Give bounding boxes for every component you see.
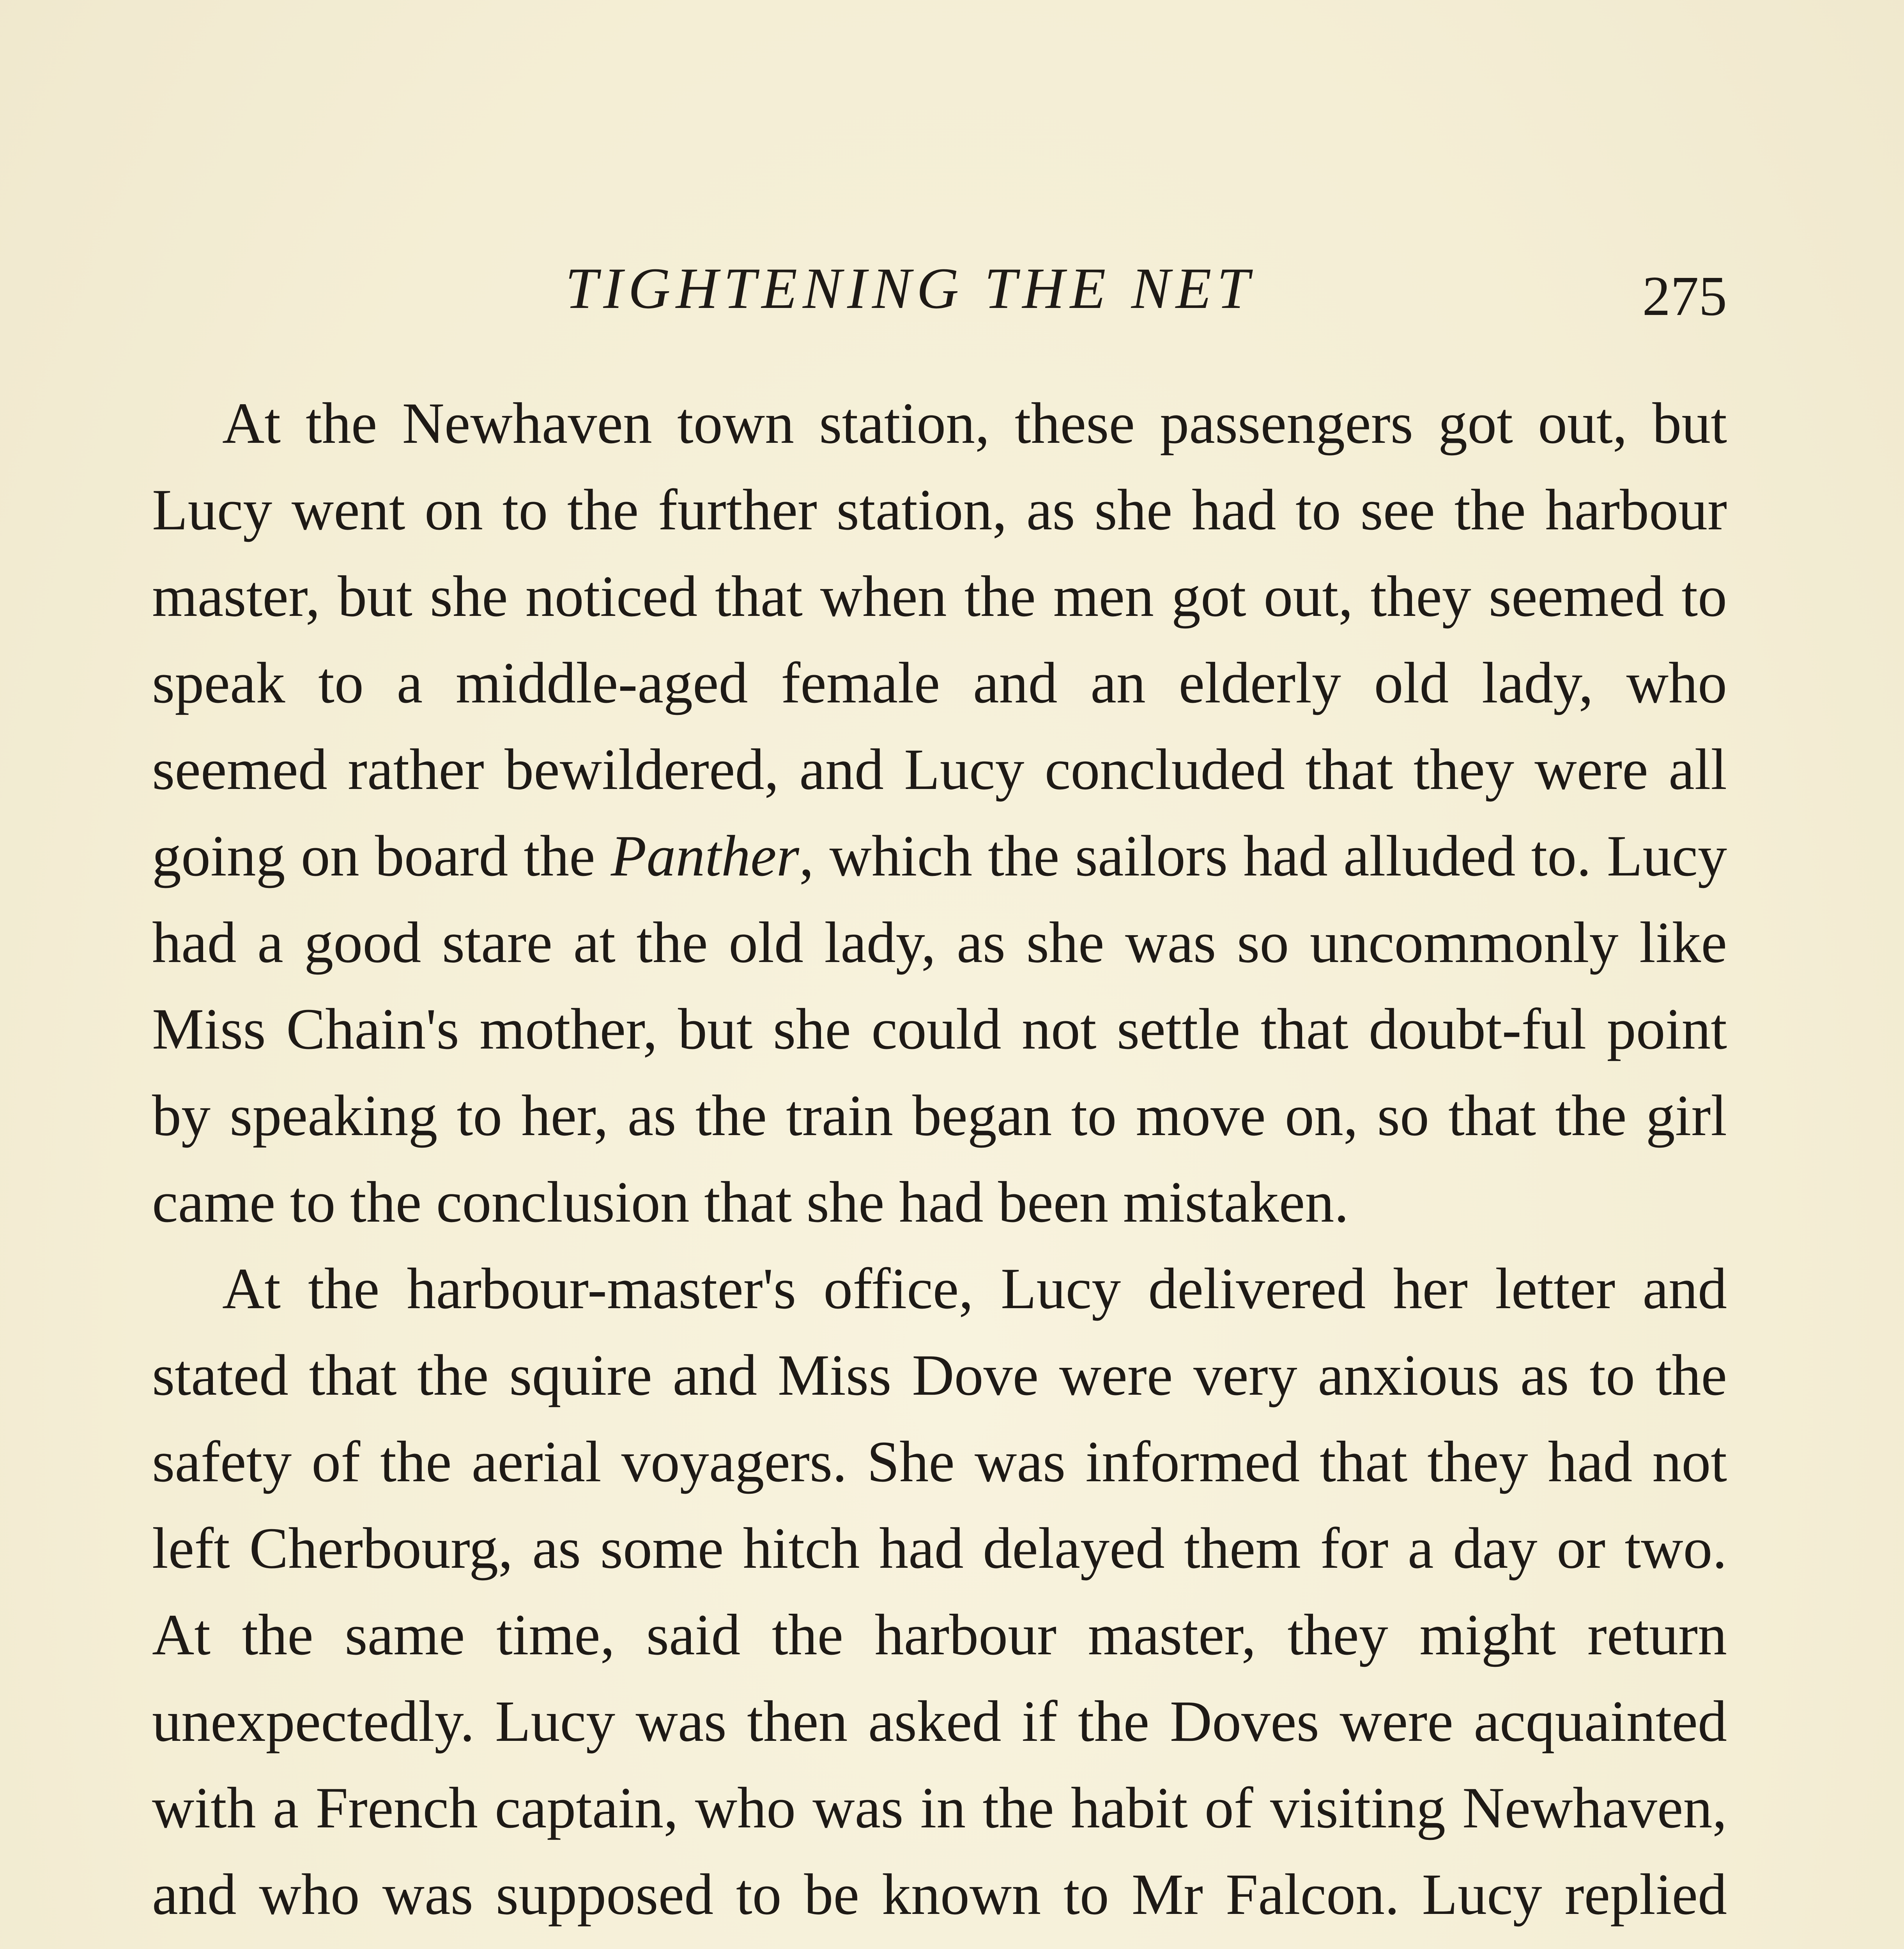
text-line: got out, but Lucy went on to the further station, as bbox=[152, 391, 1727, 542]
text-line: might return unexpectedly. Lucy was then asked if bbox=[152, 1602, 1727, 1754]
text-line: who was in the habit of visiting Newhaven, and who bbox=[152, 1776, 1727, 1927]
text-line: She was informed that they had not left Cherbourg, bbox=[152, 1429, 1727, 1581]
text-line: At the Newhaven town station, these passengers bbox=[222, 391, 1414, 456]
text-line: as some hitch had delayed them for a day or two. bbox=[532, 1516, 1727, 1581]
text-line: was supposed to be known to Mr Falcon. Lucy bbox=[382, 1862, 1542, 1927]
text-line: the old lady, as she was so uncommonly like Miss bbox=[152, 910, 1727, 1061]
text-line: sailors had alluded to. Lucy had a good stare at bbox=[152, 824, 1727, 975]
text-line: seemed rather bewildered, and Lucy concluded that bbox=[152, 737, 1393, 802]
page-number: 275 bbox=[1642, 265, 1727, 327]
text-line: ful point by speaking to her, as the train began to bbox=[152, 997, 1727, 1148]
text-line: the Doves were acquainted with a French captain, bbox=[152, 1689, 1727, 1840]
body-text bbox=[152, 380, 1727, 1949]
italic-ship-name: Panther bbox=[610, 824, 800, 888]
text-line: replied bbox=[1564, 1862, 1727, 1927]
text-line: she had been mistaken. bbox=[806, 1170, 1349, 1234]
text-line: that when the men got out, they seemed to speak to bbox=[152, 564, 1727, 715]
text-line: At the harbour-master's office, Lucy delivered her bbox=[222, 1256, 1468, 1321]
text-line: letter and stated that the squire and Miss Dove were bbox=[152, 1256, 1727, 1408]
text-line: Chain's mother, but she could not settle that doubt- bbox=[286, 997, 1522, 1061]
text-line: they were all going on board the Panther, which the bbox=[152, 737, 1727, 888]
text-line: At the same time, said the harbour master, they bbox=[152, 1602, 1388, 1667]
paragraph-1 bbox=[152, 380, 1727, 1245]
running-head bbox=[152, 249, 1727, 327]
chapter-title: TIGHTENING THE NET bbox=[565, 256, 1255, 321]
text-line: move on, so that the girl came to the conclusion that bbox=[152, 1083, 1727, 1234]
text-line: very anxious as to the safety of the aerial voyagers. bbox=[152, 1343, 1727, 1494]
paragraph-2 bbox=[152, 1245, 1727, 1949]
text-line: a middle-aged female and an elderly old lady, who bbox=[396, 651, 1727, 715]
text-line: she had to see the harbour master, but she noticed bbox=[152, 478, 1727, 629]
